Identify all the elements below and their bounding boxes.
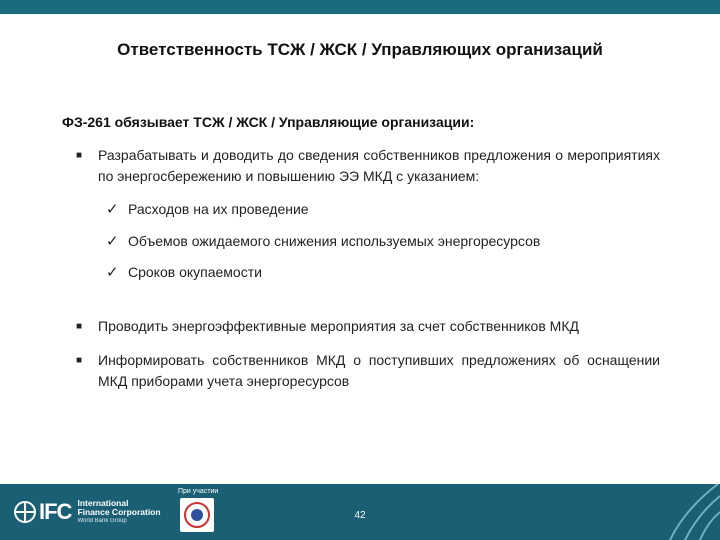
square-bullet-icon: ■ xyxy=(76,150,83,161)
bullet-item xyxy=(76,350,660,392)
top-accent-bar xyxy=(0,0,720,14)
check-item-text: Объемов ожидаемого снижения используемых энергоресурсов xyxy=(128,233,541,249)
check-item-text: Сроков окупаемости xyxy=(128,264,262,280)
decorative-swoosh-icon xyxy=(630,484,720,540)
page-number: 42 xyxy=(354,510,366,521)
ifc-name-line2: Finance Corporation xyxy=(77,507,161,517)
check-item-text: Расходов на их проведение xyxy=(128,201,309,217)
check-item xyxy=(106,200,309,218)
bullet-text: Проводить энергоэффективные мероприятия за счет собственников МКД xyxy=(98,318,579,334)
checkmark-icon: ✓ xyxy=(106,233,119,250)
intro-text: ФЗ-261 обязывает ТСЖ / ЖСК / Управляющие организации: xyxy=(62,114,475,130)
slide-title: Ответственность ТСЖ / ЖСК / Управляющих организаций xyxy=(117,40,603,59)
ifc-name-line1: International xyxy=(77,498,129,508)
ifc-subtitle: World Bank Group xyxy=(77,518,127,524)
bullet-text: Разрабатывать и доводить до сведения собственников предложения о мероприятиях по энергосбережению и повышению ЭЭ МКД с указанием: xyxy=(98,147,660,184)
partner-label: При участии xyxy=(178,488,219,495)
footer-bar xyxy=(0,484,720,540)
square-bullet-icon: ■ xyxy=(76,321,83,332)
bullet-item xyxy=(76,145,660,187)
checkmark-icon: ✓ xyxy=(106,264,119,281)
bullet-item xyxy=(76,316,660,337)
square-bullet-icon: ■ xyxy=(76,355,83,366)
bullet-text: Информировать собственников МКД о поступивших предложениях об оснащении МКД приборами учета энергоресурсов xyxy=(98,352,660,389)
check-item xyxy=(106,263,262,281)
check-item xyxy=(106,232,540,250)
checkmark-icon: ✓ xyxy=(106,201,119,218)
ifc-letters: IFC xyxy=(39,499,72,524)
